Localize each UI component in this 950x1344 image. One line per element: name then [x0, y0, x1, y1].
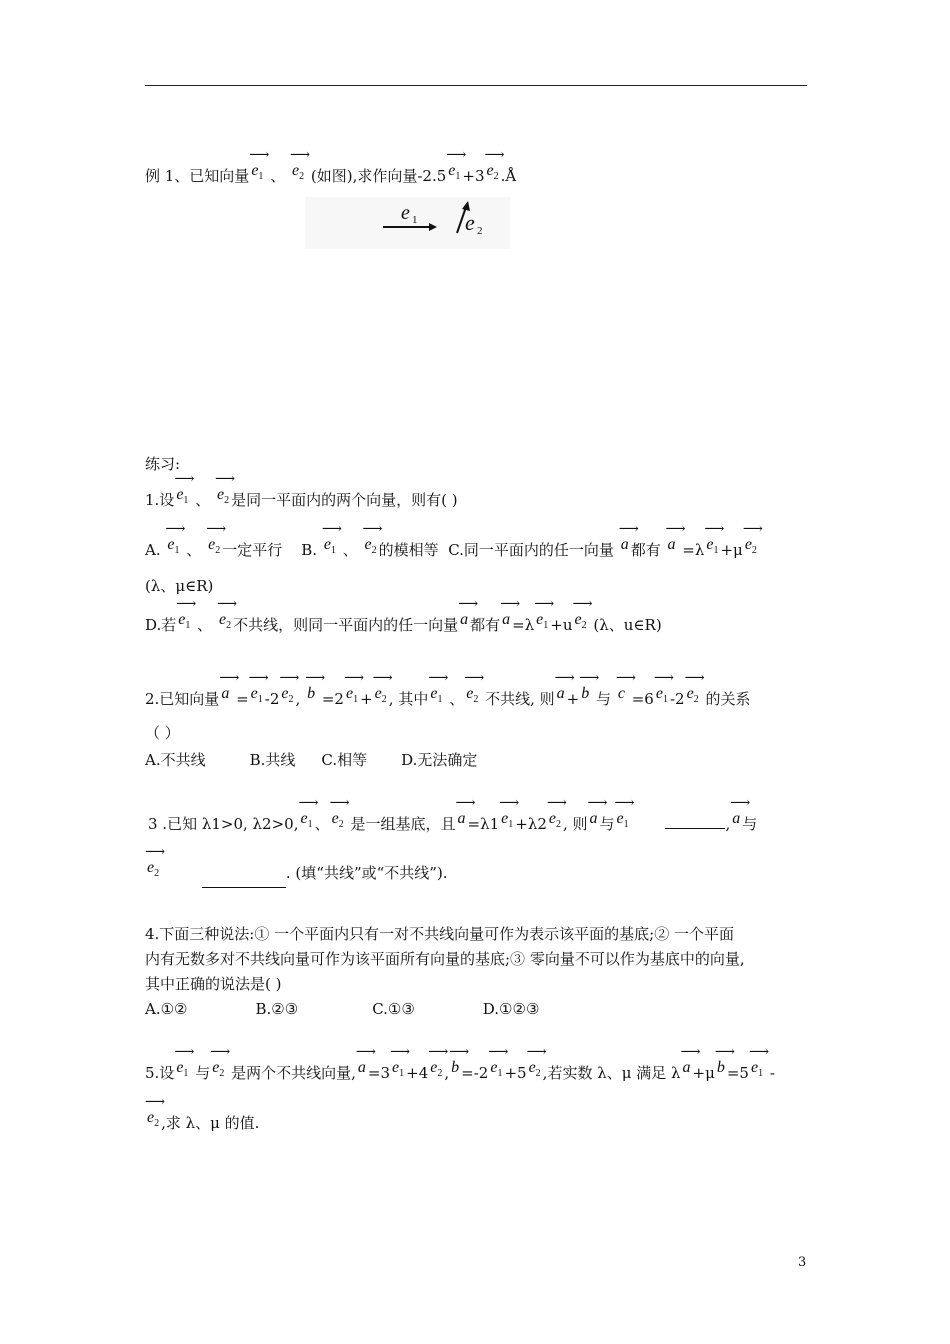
vector-a: ⟶ a [666, 534, 678, 556]
vector-e2: ⟶ $e_2$ [210, 1057, 226, 1085]
vector-e2: ⟶ $e_2$ [685, 683, 701, 711]
vector-e2: ⟶ $e_2$ [330, 808, 346, 836]
question-4-line-3: 其中正确的说法是( ) [145, 975, 282, 993]
vector-a: ⟶ a [555, 683, 567, 705]
vector-a: ⟶ a [500, 609, 512, 631]
vector-e1: ⟶ $e_1$ [615, 808, 631, 836]
question-4-options: A.①② B.②③ C.①③ D.①②③ [145, 1000, 540, 1018]
vector-e2: ⟶ $e_2$ [215, 484, 231, 512]
vector-e1: ⟶ $e_1$ [174, 484, 190, 512]
vector-e1: ⟶ $e_1$ [390, 1057, 406, 1085]
vector-e1: ⟶ $e_1$ [249, 683, 265, 711]
vector-e1: ⟶ $e_1$ [428, 683, 444, 711]
vector-e2: ⟶ $e_2$ [527, 1057, 543, 1085]
vector-b: ⟶ b [305, 683, 317, 705]
question-3-cont: ⟶ $e_2$ . (填“共线”或“不共线”). [145, 862, 448, 891]
question-1-option-d: D.若⟶ $e_1$ 、 ⟶ $e_2$ 不共线，则同一平面内的任一向量⟶ a 都有⟶ a =λ⟶ $e_1$ +u⟶ $e_2$ (λ、u∈R) [145, 614, 662, 643]
question-1-options-abc: A. ⟶ $e_1$ 、 ⟶ $e_2$ 一定平行 B. ⟶ $e_1$ 、 ⟶ $e_2$ 的模相等 C.同一平面内的任一向量 ⟶ a 都有 ⟶ a =λ⟶ $e_1$ +μ⟶ $e_2$ [145, 539, 759, 568]
vector-e1: ⟶ $e_1$ [749, 1057, 765, 1085]
figure-e2-label: e [465, 210, 475, 235]
vector-b: ⟶ b [715, 1057, 727, 1079]
vector-e1: ⟶ $e_1$ [704, 534, 720, 562]
question-5-cont: ⟶ $e_2$ ,求 λ、μ 的值. [145, 1112, 259, 1141]
question-1-option-c-range: (λ、μ∈R) [145, 577, 214, 595]
vector-e2: ⟶ $e_2$ [485, 160, 501, 188]
page-number: 3 [798, 1255, 807, 1270]
vector-a: ⟶ a [619, 534, 631, 556]
vector-e2: ⟶ $e_2$ [743, 534, 759, 562]
vector-e2: ⟶ $e_2$ [217, 609, 233, 637]
vector-a: ⟶ a [356, 1057, 368, 1079]
vector-figure [305, 197, 510, 249]
question-2-paren: （ ） [145, 724, 180, 742]
vector-e1: ⟶ $e_1$ [165, 534, 181, 562]
answer-blank-1[interactable] [665, 827, 725, 829]
vector-a: ⟶ a [219, 683, 231, 705]
question-3: 3 .已知 λ1>0, λ2>0,⟶ $e_1$ 、⟶ $e_2$ 是一组基底，且⟶ a =λ1⟶ $e_1$ +λ2⟶ $e_2$ , 则⟶ a 与⟶ $e_1$ ,⟶ a 与 [148, 813, 757, 842]
figure-e1-label: e [401, 202, 410, 224]
example-1: 例 1、已知向量⟶ $e_1$ 、 ⟶ $e_2$ (如图),求作向量-2.5⟶ $e_1$ +3⟶ $e_2$ .Å [145, 165, 516, 194]
vector-e2: ⟶ $e_2$ [145, 1107, 161, 1135]
vector-a: ⟶ a [730, 808, 742, 830]
vector-e2: ⟶ $e_2$ [464, 683, 480, 711]
vector-e1: ⟶ $e_1$ [322, 534, 338, 562]
vector-a: ⟶ a [681, 1057, 693, 1079]
vector-e1: ⟶ $e_1$ [174, 1057, 190, 1085]
vector-a: ⟶ a [588, 808, 600, 830]
vector-e1: ⟶ $e_1$ [298, 808, 314, 836]
answer-blank-2[interactable] [202, 886, 286, 888]
vector-e1: ⟶ $e_1$ [654, 683, 670, 711]
vector-e2: ⟶ $e_2$ [373, 683, 389, 711]
vector-e2: ⟶ $e_2$ [290, 160, 306, 188]
vector-b: ⟶ b [579, 683, 591, 705]
e1-arrowhead-icon [429, 223, 437, 231]
question-2-options: A.不共线 B.共线 C.相等 D.无法确定 [145, 751, 478, 769]
vector-e2: ⟶ $e_2$ [279, 683, 295, 711]
vector-e1: ⟶ $e_1$ [446, 160, 462, 188]
question-4-line-2: 内有无数多对不共线向量可作为该平面所有向量的基底;③ 零向量不可以作为基底中的向量, [145, 950, 745, 968]
question-5: 5.设⟶ $e_1$ 与⟶ $e_2$ 是两个不共线向量,⟶ a =3⟶ $e_1$ +4⟶ $e_2$ ,⟶ b =-2⟶ $e_1$ +5⟶ $e_2$ ,若实数 λ、μ 满足 λ⟶ a +μ⟶ b =5⟶ $e_1$ - [145, 1062, 775, 1091]
vector-e2: ⟶ $e_2$ [547, 808, 563, 836]
vector-e2: ⟶ $e_2$ [145, 857, 161, 885]
svg-text:2: 2 [477, 225, 483, 237]
vector-e2: ⟶ $e_2$ [428, 1057, 444, 1085]
vector-c: ⟶ c [616, 683, 627, 705]
vector-e1: ⟶ $e_1$ [488, 1057, 504, 1085]
vector-e2: ⟶ $e_2$ [363, 534, 379, 562]
vector-a: ⟶ a [458, 609, 470, 631]
question-2: 2.已知向量⟶ a =⟶ $e_1$ -2⟶ $e_2$ , ⟶ b =2⟶ $e_1$ +⟶ $e_2$ , 其中⟶ $e_1$ 、⟶ $e_2$ 不共线, 则⟶ a +⟶ b 与 ⟶ c =6⟶ $e_1$ -2⟶ $e_2$ 的关系 [145, 688, 750, 717]
vector-e1: ⟶ $e_1$ [176, 609, 192, 637]
vector-e2: ⟶ $e_2$ [206, 534, 222, 562]
header-rule [145, 85, 807, 86]
svg-text:1: 1 [412, 214, 418, 226]
vector-e1: ⟶ $e_1$ [499, 808, 515, 836]
vector-b: ⟶ b [449, 1057, 461, 1079]
practice-title: 练习: [145, 455, 181, 473]
vector-e1: ⟶ $e_1$ [249, 160, 265, 188]
vector-e1: ⟶ $e_1$ [344, 683, 360, 711]
question-4-line-1: 4.下面三种说法:① 一个平面内只有一对不共线向量可作为表示该平面的基底;② 一个平面 [145, 925, 734, 943]
question-1: 1.设⟶ $e_1$ 、 ⟶ $e_2$ 是同一平面内的两个向量，则有( ) [145, 489, 458, 518]
vector-a: ⟶ a [456, 808, 468, 830]
vector-e1: ⟶ $e_1$ [534, 609, 550, 637]
vector-e2: ⟶ $e_2$ [573, 609, 589, 637]
